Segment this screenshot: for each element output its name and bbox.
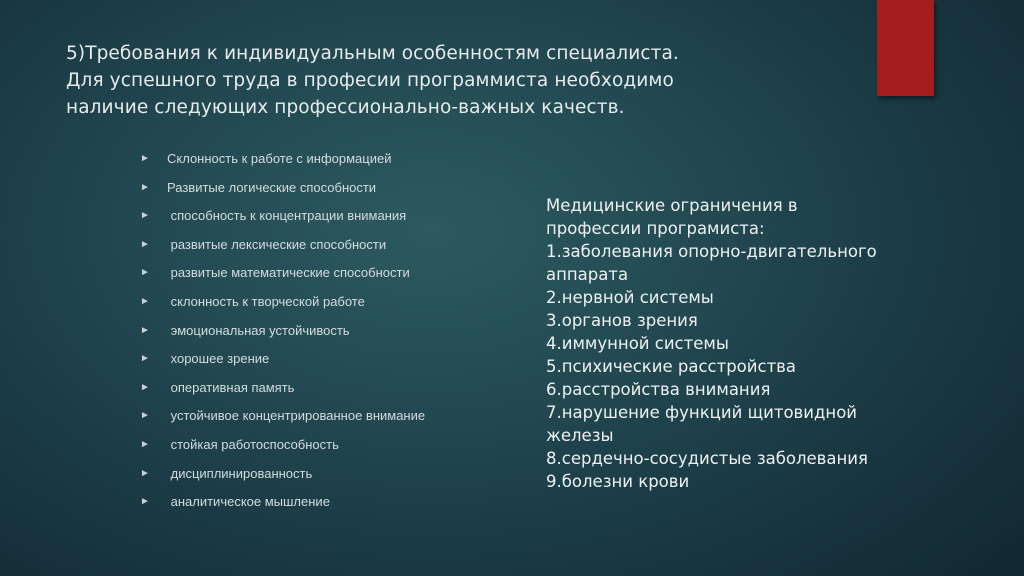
slide-title <box>66 40 846 121</box>
medical-line: Медицинские ограничения в <box>546 196 798 215</box>
bullet-icon: ► <box>140 153 150 164</box>
list-item-text: оперативная память <box>167 379 295 395</box>
list-item-text: Склонность к работе с информацией <box>167 151 392 166</box>
medical-line: 5.психические расстройства <box>546 357 797 376</box>
medical-restrictions <box>546 194 926 493</box>
list-item-text: дисциплинированность <box>167 465 313 481</box>
title-line: 5)Требования к индивидуальным особенностям специалиста. <box>66 43 679 64</box>
list-item <box>140 174 425 203</box>
list-item-text: эмоциональная устойчивость <box>167 322 350 338</box>
list-item-text: склонность к творческой работе <box>167 293 365 309</box>
title-line: Для успешного труда в професии программиста необходимо <box>66 70 674 91</box>
medical-line: 2.нервной системы <box>546 288 714 307</box>
medical-line: 7.нарушение функций щитовидной <box>546 403 858 422</box>
accent-bar <box>877 0 934 96</box>
bullet-icon: ► <box>140 267 150 279</box>
list-item <box>140 402 425 431</box>
medical-line: 4.иммунной системы <box>546 334 729 353</box>
medical-line: аппарата <box>546 265 629 284</box>
bullet-icon: ► <box>140 496 150 508</box>
list-item-text: Развитые логические способности <box>167 179 377 195</box>
title-line: наличие следующих профессионально-важных качеств. <box>66 97 625 118</box>
medical-line: 8.сердечно-сосудистые заболевания <box>546 449 868 468</box>
bullet-icon: ► <box>140 410 150 422</box>
list-item-text: аналитическое мышление <box>167 494 330 510</box>
list-item <box>140 488 425 517</box>
list-item <box>140 374 425 403</box>
medical-line: железы <box>546 426 614 445</box>
list-item <box>140 288 425 317</box>
medical-line: 1.заболевания опорно-двигательного <box>546 242 877 261</box>
bullet-icon: ► <box>140 181 150 193</box>
bullet-icon: ► <box>140 238 150 250</box>
qualities-list <box>140 145 425 517</box>
bullet-icon: ► <box>140 467 150 479</box>
list-item-text: хорошее зрение <box>167 351 270 367</box>
list-item <box>140 202 425 231</box>
list-item-text: стойкая работоспособность <box>167 436 339 452</box>
bullet-icon: ► <box>140 381 150 393</box>
list-item <box>140 460 425 489</box>
list-item <box>140 431 425 460</box>
bullet-icon: ► <box>140 324 150 336</box>
medical-line: 9.болезни крови <box>546 472 690 491</box>
bullet-icon: ► <box>140 295 150 307</box>
list-item <box>140 231 425 260</box>
list-item-text: развитые математические способности <box>167 265 410 281</box>
list-item <box>140 259 425 288</box>
bullet-icon: ► <box>140 210 150 222</box>
list-item-text: развитые лексические способности <box>167 236 387 252</box>
medical-line: профессии програмиста: <box>546 219 765 238</box>
medical-line: 6.расстройства внимания <box>546 380 771 399</box>
list-item-text: устойчивое концентрированное внимание <box>167 408 426 424</box>
list-item <box>140 317 425 346</box>
list-item <box>140 345 425 374</box>
medical-line: 3.органов зрения <box>546 311 698 330</box>
list-item-text: способность к концентрации внимания <box>167 208 407 224</box>
bullet-icon: ► <box>140 353 150 365</box>
bullet-icon: ► <box>140 438 150 450</box>
list-item <box>140 145 425 174</box>
